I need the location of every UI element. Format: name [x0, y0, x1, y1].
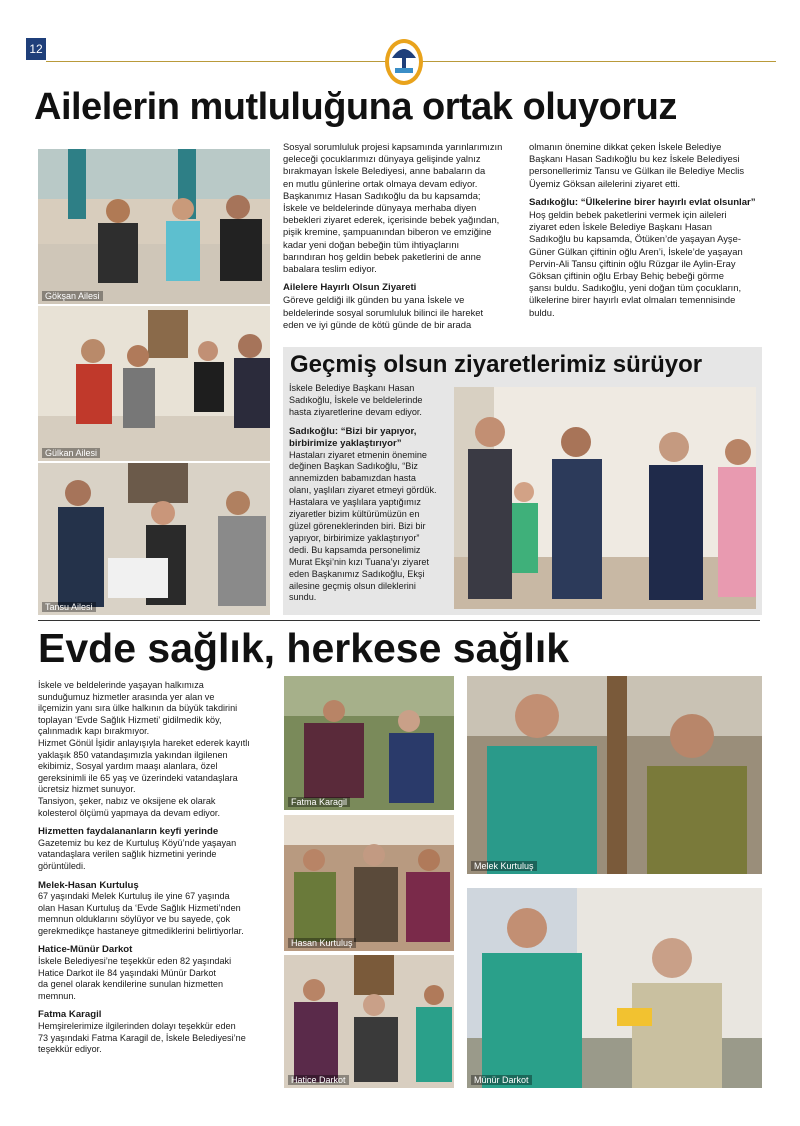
photo-hospital-visit	[454, 387, 756, 609]
text-line: gerekmedikçe hastaneye gitmediklerini belirtiyorlar.	[38, 925, 244, 936]
text-line: değinen Başkan Sadıkoğlu, “Biz	[289, 461, 418, 472]
photo-melek-kurtulus	[467, 676, 762, 874]
caption-munur: Münür Darkot	[471, 1075, 532, 1085]
text-line: Sosyal sorumluluk projesi kapsamında yarınlarımızın	[283, 141, 503, 152]
article1-col2	[529, 141, 765, 319]
photo-fatma-karagil	[284, 676, 454, 810]
text-line: en mutlu günlerine ortak olmaya devam ediyor.	[283, 177, 478, 189]
article1-col1	[283, 141, 519, 331]
text-line: memnun olduklarını söylüyor ve bu sayede, çok	[38, 914, 231, 925]
caption-gulkan: Gülkan Ailesi	[42, 448, 100, 458]
text-line: annemizden babamızdan hasta	[289, 473, 416, 484]
caption-fatma: Fatma Karagil	[288, 797, 350, 807]
text-line: şansı buldu. Sadıkoğlu, yeni doğan tüm çocukların,	[529, 282, 742, 294]
article2-text	[289, 383, 454, 604]
caption-goksan: Gökşan Ailesi	[42, 291, 103, 301]
text-line: vatandaşlara verilen sağlık hizmetini yerinde	[38, 849, 217, 860]
headline-evde-saglik: Evde sağlık, herkese sağlık	[38, 625, 570, 671]
text-line: bırakmayan İskele Belediyesi, anne babaların da	[283, 165, 486, 177]
text-line: geleceği çocuklarımızı dünyaya gelişinde yalnız	[283, 153, 481, 165]
text-line: İskele Belediyesi’ne teşekkür eden 82 yaşındaki	[38, 956, 232, 967]
text-line: barındıran hoş geldin bebek paketlerini de anne	[283, 250, 482, 262]
text-line: Pervin-Ali Tansu çiftinin oğlu Rüzgar ile Aylin-Eray	[529, 257, 736, 269]
text-line: olan Hasan Kurtuluş da ‘Evde Sağlık Hizmeti’nden	[38, 902, 241, 913]
text-line: hasta ziyaretlerine devam ediyor.	[289, 406, 422, 417]
text-line: bebekleri ziyaret ederek, içerisinde bebek yağından,	[283, 214, 500, 226]
text-line: Göksan çiftinin oğlu Erbay Behiç bebeği görme	[529, 270, 724, 282]
text-line: Güner Gülkan çiftinin oğlu Aren’i, İskele’de yaşayan	[529, 245, 743, 257]
text-line: buldu.	[529, 306, 555, 318]
text-line: ilçemizin yanı sıra ülke halkının da büyük takdirini	[38, 703, 238, 714]
text-line: babalara teslim ediyor.	[283, 263, 377, 275]
text-line: İskele ve beldelerinde yaşayan halkımıza	[38, 680, 204, 690]
subheading: Sadıkoğlu: “Ülkelerine birer hayırlı evlat olsunlar”	[529, 196, 756, 208]
text-line: memnun.	[38, 990, 76, 1001]
headline-gecmis-olsun: Geçmiş olsun ziyaretlerimiz sürüyor	[290, 351, 703, 378]
text-line: güzel göreneklerinden biri. Bizi bir	[289, 520, 426, 531]
text-line: 67 yaşındaki Melek Kurtuluş ile yine 67 yaşında	[38, 891, 230, 902]
text-line: yaklaşık 850 vatandaşımızla yakından ilgilenen	[38, 749, 228, 760]
text-line: Gazetemiz bu kez de Kurtuluş Köyü’nde yaşayan	[38, 837, 237, 848]
text-line: İskele Belediye Başkanı Hasan	[289, 383, 415, 393]
article3-text	[38, 680, 278, 1056]
text-line: ülkelerine birer hayırlı evlat olmaları temennisinde	[529, 294, 736, 306]
photo-tansu-family	[38, 463, 270, 615]
caption-melek: Melek Kurtuluş	[471, 861, 537, 871]
text-line: da genel olarak kendilerine sunulan hizmetten	[38, 979, 224, 990]
text-line: sundu.	[289, 592, 317, 603]
text-line: kadar yeni doğan bebeğin tüm ihtiyaçlarını	[283, 238, 460, 250]
text-line: ziyaretler bizim kültürümüzün en	[289, 509, 420, 520]
text-line: Hatice Darkot ile 84 yaşındaki Münür Darkot	[38, 967, 216, 978]
text-line: sunduğumuz hizmetler arasında yer alan ve	[38, 691, 215, 702]
caption-hasan: Hasan Kurtuluş	[288, 938, 356, 948]
subheading: Hatice-Münür Darkot	[38, 944, 133, 956]
text-line: ekibimiz, Sosyal yardım maaşı alanlara, özel	[38, 761, 218, 772]
text-line: Başkanı Hasan Sadıkoğlu bu kez İskele Belediyesi	[529, 153, 740, 165]
text-line: personellerimiz Tansu ve Gülkan ile Belediye Meclis	[529, 165, 745, 177]
text-line: dedi. Bu kapsamda personelimiz	[289, 544, 421, 555]
text-line: Sadıkoğlu bu kapsamda, Ötüken’de yaşayan Ayşe-	[529, 233, 741, 245]
caption-hatice: Hatice Darkot	[288, 1075, 349, 1085]
photo-goksan-family	[38, 149, 270, 304]
subheading: Sadıkoğlu: “Bizi bir yapıyor, birbirimize yaklaştırıyor”	[289, 425, 417, 449]
subheading: Hizmetten faydalananların keyfi yerinde	[38, 826, 219, 838]
text-line: Hizmet Gönül İşidir anlayışıyla hareket ederek kayıtlı	[38, 737, 250, 748]
text-line: olmanın önemine dikkat çeken İskele Belediye	[529, 141, 722, 152]
text-line: Hastalara ve yaşlılara yaptığımız	[289, 497, 421, 508]
text-line: teşekkür ediyor.	[38, 1044, 102, 1055]
text-line: yapıyor, birbirimize yaklaştırıyor”	[289, 532, 420, 543]
text-line: Tansiyon, şeker, nabız ve oksijene ek olarak	[38, 795, 216, 806]
subheading: Melek-Hasan Kurtuluş	[38, 879, 139, 891]
photo-munur-darkot	[467, 888, 762, 1088]
text-line: çalınmadık kapı bırakmıyor.	[38, 726, 150, 737]
text-line: İskele ve beldelerinde dünyaya merhaba diyen	[283, 202, 477, 214]
photo-hasan-kurtulus	[284, 815, 454, 951]
subheading: Ailelere Hayırlı Olsun Ziyareti	[283, 282, 417, 294]
text-line: ücretsiz hizmet sunuyor.	[38, 784, 136, 795]
text-line: gereksinimli ile 65 yaş ve üzerindeki vatandaşlara	[38, 772, 238, 783]
photo-gulkan-family	[38, 306, 270, 461]
text-line: Sadıkoğlu, İskele ve beldelerinde	[289, 394, 423, 405]
text-line: ailesine geçmiş olsun dileklerini	[289, 580, 416, 591]
municipality-logo	[384, 38, 424, 86]
page-number: 12	[26, 38, 46, 60]
text-line: toplayan ‘Evde Sağlık Hizmeti’ gidilmedik köy,	[38, 714, 222, 725]
text-line: Hastaları ziyaret etmenin önemine	[289, 449, 427, 460]
text-line: eden Başkanımız Sadıkoğlu, Ekşi	[289, 568, 425, 579]
text-line: 73 yaşındaki Fatma Karagil de, İskele Belediyesi’ne	[38, 1032, 246, 1043]
text-line: Murat Ekşi’nin kızı Tuana’yı ziyaret	[289, 556, 429, 567]
text-line: Hemşirelerimize ilgilerinden dolayı teşekkür eden	[38, 1021, 236, 1032]
headline-ailelerin: Ailelerin mutluluğuna ortak oluyoruz	[34, 86, 677, 128]
photo-hatice-darkot	[284, 955, 454, 1088]
text-line: beldelerinde sosyal sorumluluk bilinci ile hareket	[283, 306, 484, 318]
caption-tansu: Tansu Ailesi	[42, 602, 96, 612]
text-line: Üyemiz Göksan ailelerini ziyaret etti.	[529, 177, 681, 189]
text-line: Hoş geldin bebek paketlerini vermek için aileleri	[529, 209, 727, 221]
text-line: kolesterol ölçümü yapmaya da devam ediyor.	[38, 807, 220, 818]
text-line: eden ve iyi günde de kötü günde de bir arada	[283, 318, 472, 330]
subheading: Fatma Karagil	[38, 1009, 102, 1021]
text-line: Göreve geldiği ilk günden bu yana İskele ve	[283, 294, 465, 306]
text-line: olanı, yaşlıları ziyaret etmeyi gördük.	[289, 485, 437, 496]
section-divider	[38, 620, 760, 621]
text-line: görüntüledi.	[38, 860, 86, 871]
text-line: pişik kremine, şampuanından biberon ve emziğine	[283, 226, 492, 238]
text-line: ziyaret eden İskele Belediye Başkanı Hasan	[529, 221, 712, 233]
text-line: Başkanımız Hasan Sadıkoğlu da bu kapsamda;	[283, 189, 481, 201]
